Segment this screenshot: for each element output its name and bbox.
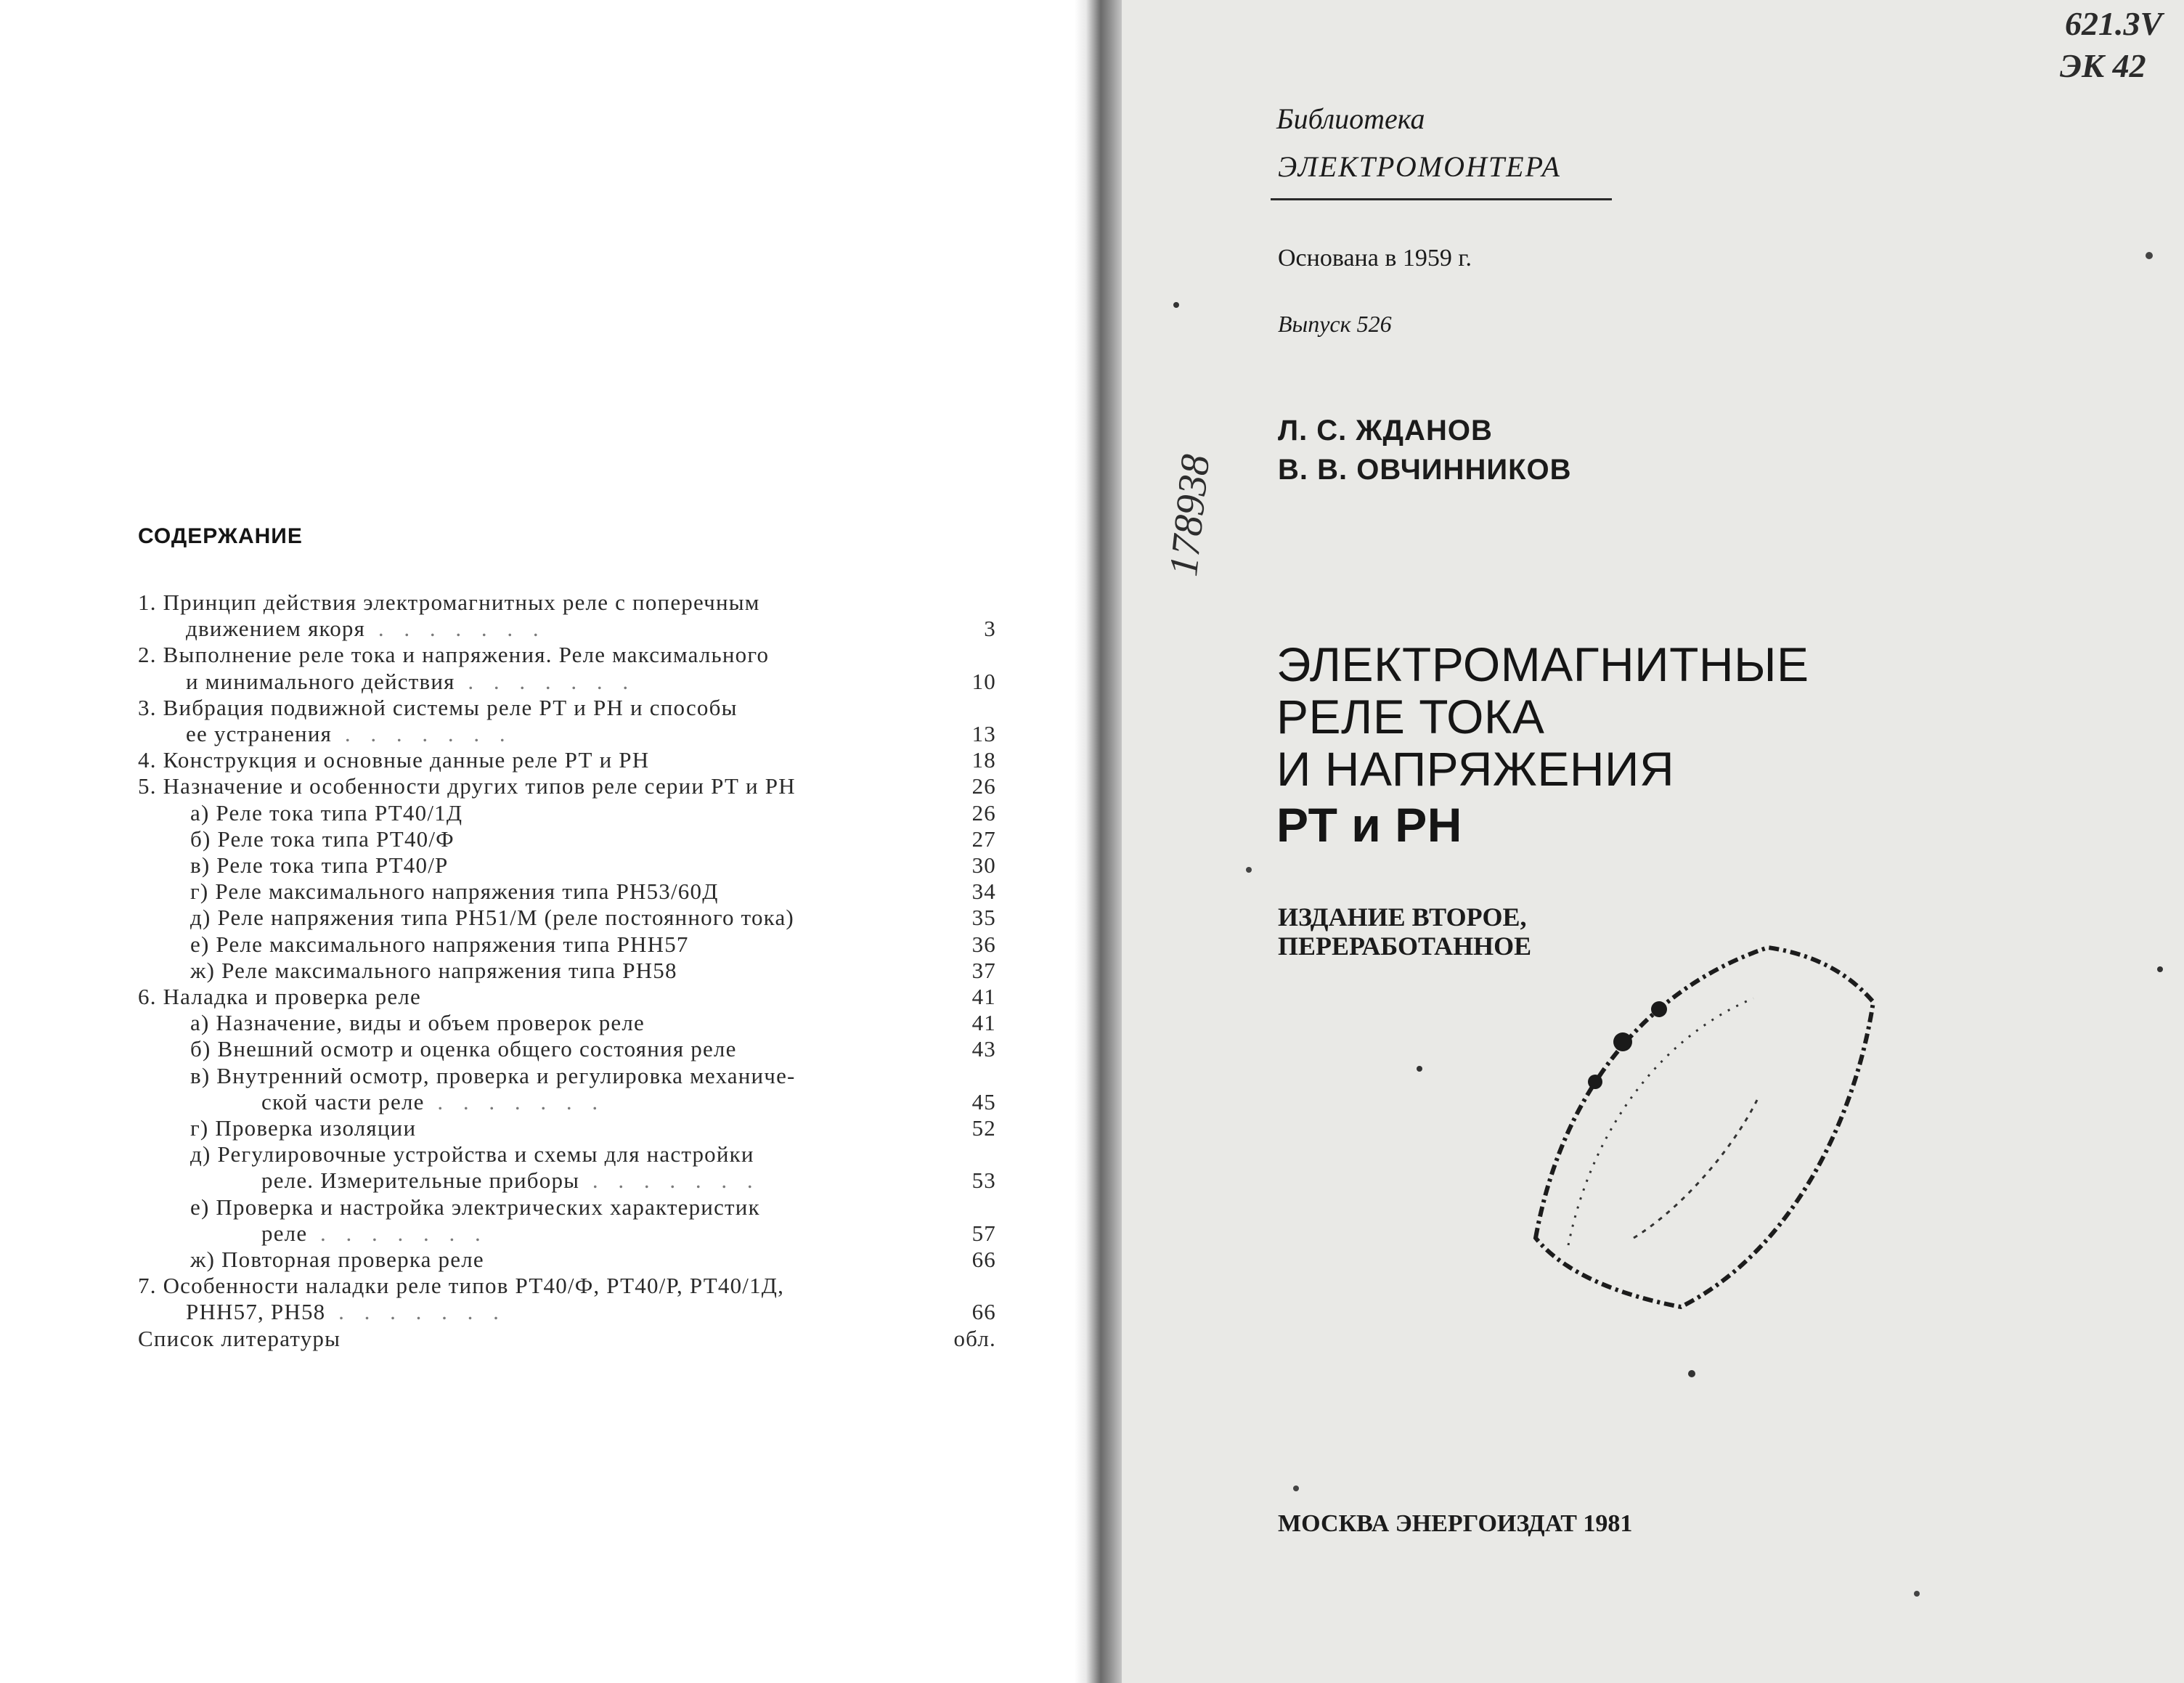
contents-entry-page: 41 <box>971 1010 996 1036</box>
contents-entry-page: 57 <box>971 1220 996 1246</box>
contents-entry <box>138 932 996 958</box>
contents-entry <box>138 747 996 773</box>
leader-dots: . . . . . . . <box>455 668 636 694</box>
contents-entry-line: д) Регулировочные устройства и схемы для настройки <box>190 1141 754 1167</box>
contents-entry-line: и минимального действия . . . . . . . <box>186 668 636 694</box>
contents-entry-page: 37 <box>971 957 996 983</box>
contents-entry <box>138 1194 996 1247</box>
library-stamp <box>1514 933 1884 1321</box>
leader-dots: . . . . . . . <box>424 1088 606 1114</box>
contents-entry-line: реле . . . . . . . <box>261 1220 488 1246</box>
contents-entry <box>138 1326 996 1352</box>
contents-entry-page: 66 <box>971 1247 996 1273</box>
contents-entry-line: реле. Измерительные приборы . . . . . . . <box>261 1167 760 1194</box>
contents-list <box>138 590 996 1352</box>
contents-entry-page: 18 <box>971 747 996 773</box>
edition-line-2: ПЕРЕРАБОТАННОЕ <box>1278 932 1532 961</box>
contents-entry-line: в) Внутренний осмотр, проверка и регулировка механиче- <box>190 1062 796 1088</box>
contents-entry <box>138 695 996 747</box>
contents-entry-line: в) Реле тока типа РТ40/Р <box>190 852 449 879</box>
contents-entry-page: 53 <box>971 1167 996 1194</box>
contents-entry-page: 45 <box>971 1088 996 1114</box>
contents-entry-line: е) Реле максимального напряжения типа РНН57 <box>190 931 689 957</box>
contents-entry-title <box>138 773 926 799</box>
series-divider <box>1271 198 1612 200</box>
series-founded: Основана в 1959 г. <box>1278 245 1472 272</box>
contents-entry <box>138 1141 996 1194</box>
contents-entry-line: ее устранения . . . . . . . <box>186 721 513 747</box>
contents-entry-title <box>138 747 926 773</box>
contents-entry-line: г) Проверка изоляции <box>190 1115 417 1141</box>
contents-entry <box>138 1273 996 1325</box>
book-title-line-1: ЭЛЕКТРОМАГНИТНЫЕ <box>1276 637 1809 691</box>
contents-entry-page: 35 <box>971 905 996 931</box>
contents-entry <box>138 1063 996 1115</box>
contents-entry-page: 41 <box>971 984 996 1010</box>
contents-entry-title <box>138 852 926 879</box>
contents-entry-page: 36 <box>971 931 996 957</box>
shelf-mark-2: ЭК 42 <box>2060 47 2146 84</box>
contents-entry <box>138 642 996 694</box>
contents-entry <box>138 984 996 1010</box>
contents-entry-title <box>138 1247 926 1273</box>
contents-entry <box>138 1115 996 1141</box>
contents-entry <box>138 1247 996 1273</box>
contents-entry-line: 5. Назначение и особенности других типов реле серии РТ и РН <box>138 773 796 799</box>
contents-entry-title <box>138 1036 926 1062</box>
book-title-line-2: РЕЛЕ ТОКА <box>1276 690 1545 743</box>
contents-entry-title <box>138 1194 926 1247</box>
author-2: В. В. ОВЧИННИКОВ <box>1278 454 1572 486</box>
contents-entry <box>138 879 996 905</box>
contents-entry-line: 4. Конструкция и основные данные реле РТ и РН <box>138 747 650 773</box>
book-title-line-4: РТ и РН <box>1276 798 1462 852</box>
contents-entry-page: 43 <box>971 1036 996 1062</box>
contents-entry-title <box>138 958 926 984</box>
contents-entry-line: е) Проверка и настройка электрических характеристик <box>190 1194 760 1220</box>
contents-entry <box>138 958 996 984</box>
contents-entry-title <box>138 1115 926 1141</box>
contents-entry-title <box>138 826 926 852</box>
contents-entry-title <box>138 1063 926 1115</box>
contents-entry-line: а) Реле тока типа РТ40/1Д <box>190 799 463 826</box>
contents-entry-line: ской части реле . . . . . . . <box>261 1088 606 1114</box>
contents-entry-line: 2. Выполнение реле тока и напряжения. Реле максимального <box>138 642 770 668</box>
contents-entry-title <box>138 932 926 958</box>
contents-entry-line: 7. Особенности наладки реле типов РТ40/Ф, РТ40/Р, РТ40/1Д, <box>138 1273 785 1299</box>
contents-entry-title <box>138 879 926 905</box>
leader-dots: . . . . . . . <box>332 721 513 747</box>
contents-entry <box>138 590 996 642</box>
book-title-line-3: И НАПРЯЖЕНИЯ <box>1276 742 1675 796</box>
leader-dots: . . . . . . . <box>365 616 546 642</box>
contents-entry-title <box>138 590 926 642</box>
contents-entry-title <box>138 642 926 694</box>
contents-entry-title <box>138 1326 926 1352</box>
inventory-number: 178938 <box>1160 452 1219 579</box>
contents-entry <box>138 1036 996 1062</box>
contents-entry-page: 27 <box>971 826 996 852</box>
contents-entry-line: РНН57, РН58 . . . . . . . <box>186 1299 506 1325</box>
leader-dots: . . . . . . . <box>307 1220 488 1246</box>
contents-entry-title <box>138 1010 926 1036</box>
contents-entry-line: ж) Повторная проверка реле <box>190 1247 484 1273</box>
contents-page <box>0 0 1082 1683</box>
contents-entry-line: ж) Реле максимального напряжения типа РН58 <box>190 957 677 983</box>
contents-entry-page: 3 <box>984 616 996 642</box>
issue-number: Выпуск 526 <box>1278 311 1392 337</box>
contents-entry <box>138 1010 996 1036</box>
contents-entry-line: движением якоря . . . . . . . <box>186 616 546 642</box>
contents-entry-title <box>138 1141 926 1194</box>
contents-entry-title <box>138 1273 926 1325</box>
contents-entry-page: 30 <box>971 852 996 879</box>
title-page <box>1122 0 2184 1683</box>
contents-entry-page: обл. <box>953 1325 996 1351</box>
publisher-imprint: МОСКВА ЭНЕРГОИЗДАТ 1981 <box>1278 1510 1633 1537</box>
series-name: Библиотека <box>1276 102 1425 135</box>
contents-entry-page: 52 <box>971 1115 996 1141</box>
contents-entry-line: г) Реле максимального напряжения типа РН53/60Д <box>190 879 719 905</box>
contents-entry <box>138 800 996 826</box>
leader-dots: . . . . . . . <box>579 1167 760 1194</box>
shelf-mark-1: 621.3V <box>2065 5 2163 42</box>
contents-entry-title <box>138 695 926 747</box>
contents-entry-line: 3. Вибрация подвижной системы реле РТ и РН и способы <box>138 694 738 720</box>
contents-entry-title <box>138 984 926 1010</box>
contents-entry-line: д) Реле напряжения типа РН51/М (реле постоянного тока) <box>190 905 794 931</box>
contents-entry-page: 34 <box>971 879 996 905</box>
contents-entry-line: б) Реле тока типа РТ40/Ф <box>190 826 455 852</box>
contents-entry <box>138 826 996 852</box>
series-name-line2: ЭЛЕКТРОМОНТЕРА <box>1278 150 1561 183</box>
contents-entry-line: 1. Принцип действия электромагнитных реле с поперечным <box>138 590 760 615</box>
contents-entry <box>138 773 996 799</box>
contents-entry-line: б) Внешний осмотр и оценка общего состояния реле <box>190 1036 737 1062</box>
contents-entry-line: Список литературы <box>138 1325 341 1351</box>
contents-entry-page: 66 <box>971 1299 996 1325</box>
contents-entry-line: 6. Наладка и проверка реле <box>138 984 421 1010</box>
contents-entry-page: 26 <box>971 773 996 799</box>
contents-entry <box>138 852 996 879</box>
contents-entry-page: 26 <box>971 799 996 826</box>
contents-entry-page: 10 <box>971 668 996 694</box>
edition-line-1: ИЗДАНИЕ ВТОРОЕ, <box>1278 902 1527 932</box>
contents-entry <box>138 905 996 931</box>
contents-entry-page: 13 <box>971 721 996 747</box>
contents-entry-title <box>138 800 926 826</box>
author-1: Л. С. ЖДАНОВ <box>1278 415 1493 447</box>
leader-dots: . . . . . . . <box>325 1299 506 1325</box>
contents-heading: СОДЕРЖАНИЕ <box>138 524 303 548</box>
contents-entry-title <box>138 905 926 931</box>
contents-entry-line: а) Назначение, виды и объем проверок реле <box>190 1010 645 1036</box>
